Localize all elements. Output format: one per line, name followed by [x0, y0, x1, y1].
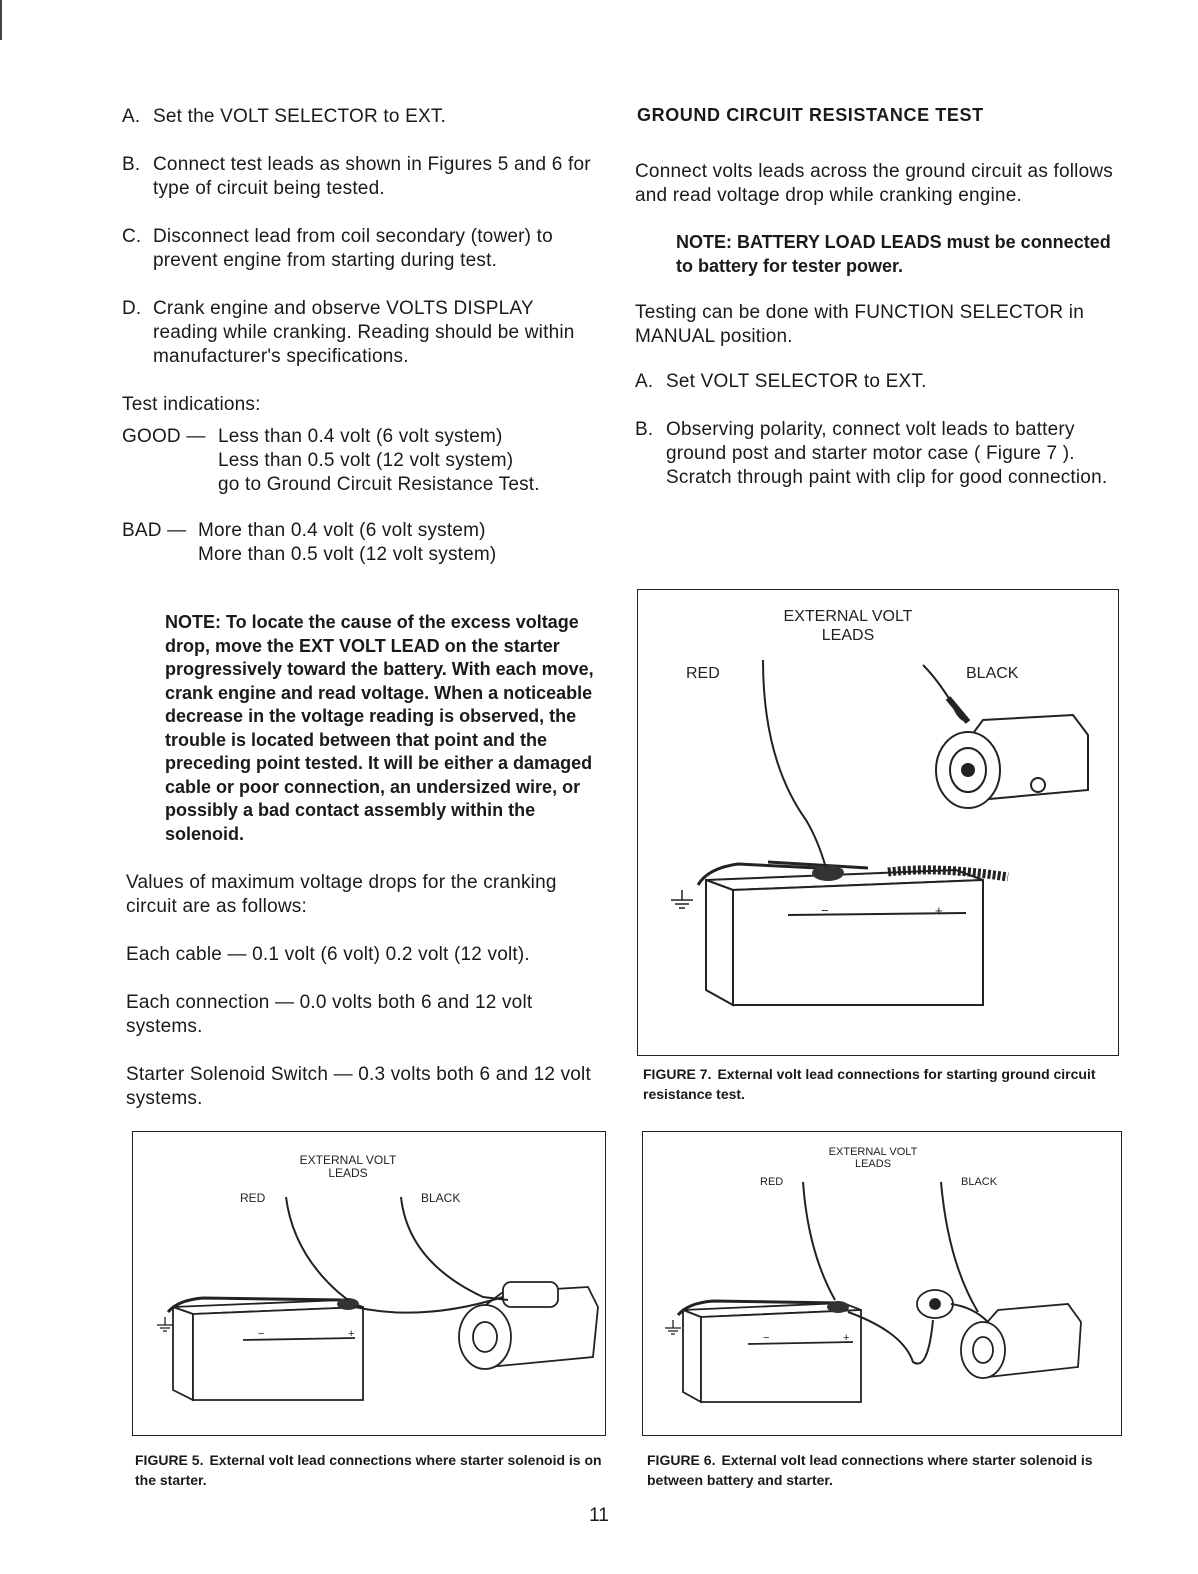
red-lead [286, 1197, 348, 1300]
bad-label: BAD — [122, 520, 187, 541]
figure-5-caption [135, 1450, 625, 1490]
value-connection: Each connection — 0.0 volts both 6 and 12 volt systems. [126, 992, 533, 1037]
caption-text: External volt lead connections for starting ground circuit resistance test. [643, 1066, 1096, 1102]
battery [173, 1300, 363, 1400]
red-label: RED [760, 1176, 784, 1188]
plus-mark: + [843, 1332, 850, 1344]
red-label: RED [240, 1191, 266, 1205]
step-label: B. [635, 419, 654, 440]
step-text: Crank engine and observe VOLTS DISPLAY reading while cranking. Reading should be within manufacturer's specifications. [153, 298, 575, 367]
step-a [122, 105, 602, 129]
minus-mark: − [821, 903, 829, 918]
bad-line: More than 0.4 volt (6 volt system) [198, 520, 486, 541]
figure-6-caption [647, 1450, 1127, 1490]
step-d [122, 297, 602, 369]
ground-step-a [635, 370, 1113, 394]
plus-mark: + [935, 903, 943, 918]
values-section [126, 871, 604, 1111]
caption-text: External volt lead connections where starter solenoid is on the starter. [135, 1452, 602, 1488]
test-indications-label: Test indications: [122, 394, 261, 415]
bad-line: More than 0.5 volt (12 volt system) [198, 544, 497, 565]
red-lead [763, 660, 826, 868]
ground-clamp [812, 865, 844, 881]
step-label: A. [635, 371, 654, 392]
figure-5 [132, 1131, 606, 1436]
step-text: Set the VOLT SELECTOR to EXT. [153, 106, 447, 127]
step-b [122, 153, 602, 201]
caption-number: FIGURE 5. [135, 1452, 204, 1468]
solenoid-to-starter-cable [951, 1304, 988, 1322]
ground-intro: Connect volts leads across the ground circuit as follows and read voltage drop while cranking engine. [635, 161, 1113, 206]
figure-6-illustration [643, 1132, 1121, 1435]
good-label: GOOD — [122, 426, 206, 447]
black-label: BLACK [966, 665, 1019, 682]
step-label: D. [122, 298, 142, 319]
step-label: A. [122, 106, 141, 127]
ground-symbol-icon [665, 1320, 681, 1334]
battery [706, 870, 983, 1005]
good-indication [122, 425, 602, 497]
red-lead [803, 1182, 835, 1300]
ground-symbol-icon [157, 1317, 173, 1331]
step-label: C. [122, 226, 142, 247]
black-lead [401, 1197, 508, 1300]
caption-number: FIGURE 6. [647, 1452, 716, 1468]
black-label: BLACK [961, 1176, 998, 1188]
good-line: Less than 0.5 volt (12 volt system) [218, 450, 514, 471]
ground-symbol-icon [671, 890, 693, 908]
caption-text: External volt lead connections where starter solenoid is between battery and starter. [647, 1452, 1093, 1488]
value-cable: Each cable — 0.1 volt (6 volt) 0.2 volt (12 volt). [126, 944, 530, 965]
figure-7 [637, 589, 1119, 1056]
lead-label: EXTERNAL VOLT LEADS [783, 608, 913, 644]
black-clip [948, 698, 968, 722]
step-text: Set VOLT SELECTOR to EXT. [666, 371, 927, 392]
figure-6 [642, 1131, 1122, 1436]
black-label: BLACK [421, 1191, 461, 1205]
value-solenoid: Starter Solenoid Switch — 0.3 volts both 6 and 12 volt systems. [126, 1064, 591, 1109]
battery [683, 1303, 861, 1402]
bad-indication [122, 519, 602, 567]
lead-label: EXTERNAL VOLT LEADS [828, 1146, 918, 1170]
step-text: Connect test leads as shown in Figures 5 and 6 for type of circuit being tested. [153, 154, 591, 199]
figure-7-illustration [638, 590, 1118, 1055]
right-steps [635, 370, 1113, 490]
page-number: 11 [589, 1505, 609, 1526]
figure-5-illustration [133, 1132, 605, 1435]
step-label: B. [122, 154, 141, 175]
solenoid [917, 1290, 953, 1318]
starter-motor [936, 715, 1088, 808]
step-text: Observing polarity, connect volt leads to battery ground post and starter motor case ( Figure 7 ). Scratch through paint with clip for good connection. [666, 419, 1108, 488]
plus-mark: + [348, 1328, 355, 1340]
minus-mark: − [763, 1332, 770, 1344]
figure-7-caption [643, 1064, 1123, 1104]
manual-position-text: Testing can be done with FUNCTION SELECTOR in MANUAL position. [635, 302, 1084, 347]
red-label: RED [686, 665, 720, 682]
section-heading: GROUND CIRCUIT RESISTANCE TEST [637, 105, 984, 125]
values-intro: Values of maximum voltage drops for the cranking circuit are as follows: [126, 872, 557, 917]
minus-mark: − [258, 1328, 265, 1340]
lead-label: EXTERNAL VOLT LEADS [299, 1153, 397, 1180]
excess-drop-note: NOTE: To locate the cause of the excess voltage drop, move the EXT VOLT LEAD on the starter progressively toward the battery. With each move, crank engine and read voltage. When a noticeable decrease in the voltage reading is observed, the trouble is located between that point and the preceding point tested. It will be either a damaged cable or poor connection, an undersized wire, or possibly a bad contact assembly within the solenoid. [165, 612, 594, 844]
step-text: Disconnect lead from coil secondary (tower) to prevent engine from starting during test. [153, 226, 553, 271]
scan-edge-mark [0, 0, 2, 40]
caption-number: FIGURE 7. [643, 1066, 712, 1082]
good-line: Less than 0.4 volt (6 volt system) [218, 426, 503, 447]
ground-step-b [635, 418, 1113, 490]
good-line: go to Ground Circuit Resistance Test. [218, 474, 540, 495]
left-column [122, 105, 602, 567]
battery-load-note: NOTE: BATTERY LOAD LEADS must be connected to battery for tester power. [676, 232, 1111, 276]
battery-clamp [827, 1301, 849, 1313]
step-c [122, 225, 602, 273]
